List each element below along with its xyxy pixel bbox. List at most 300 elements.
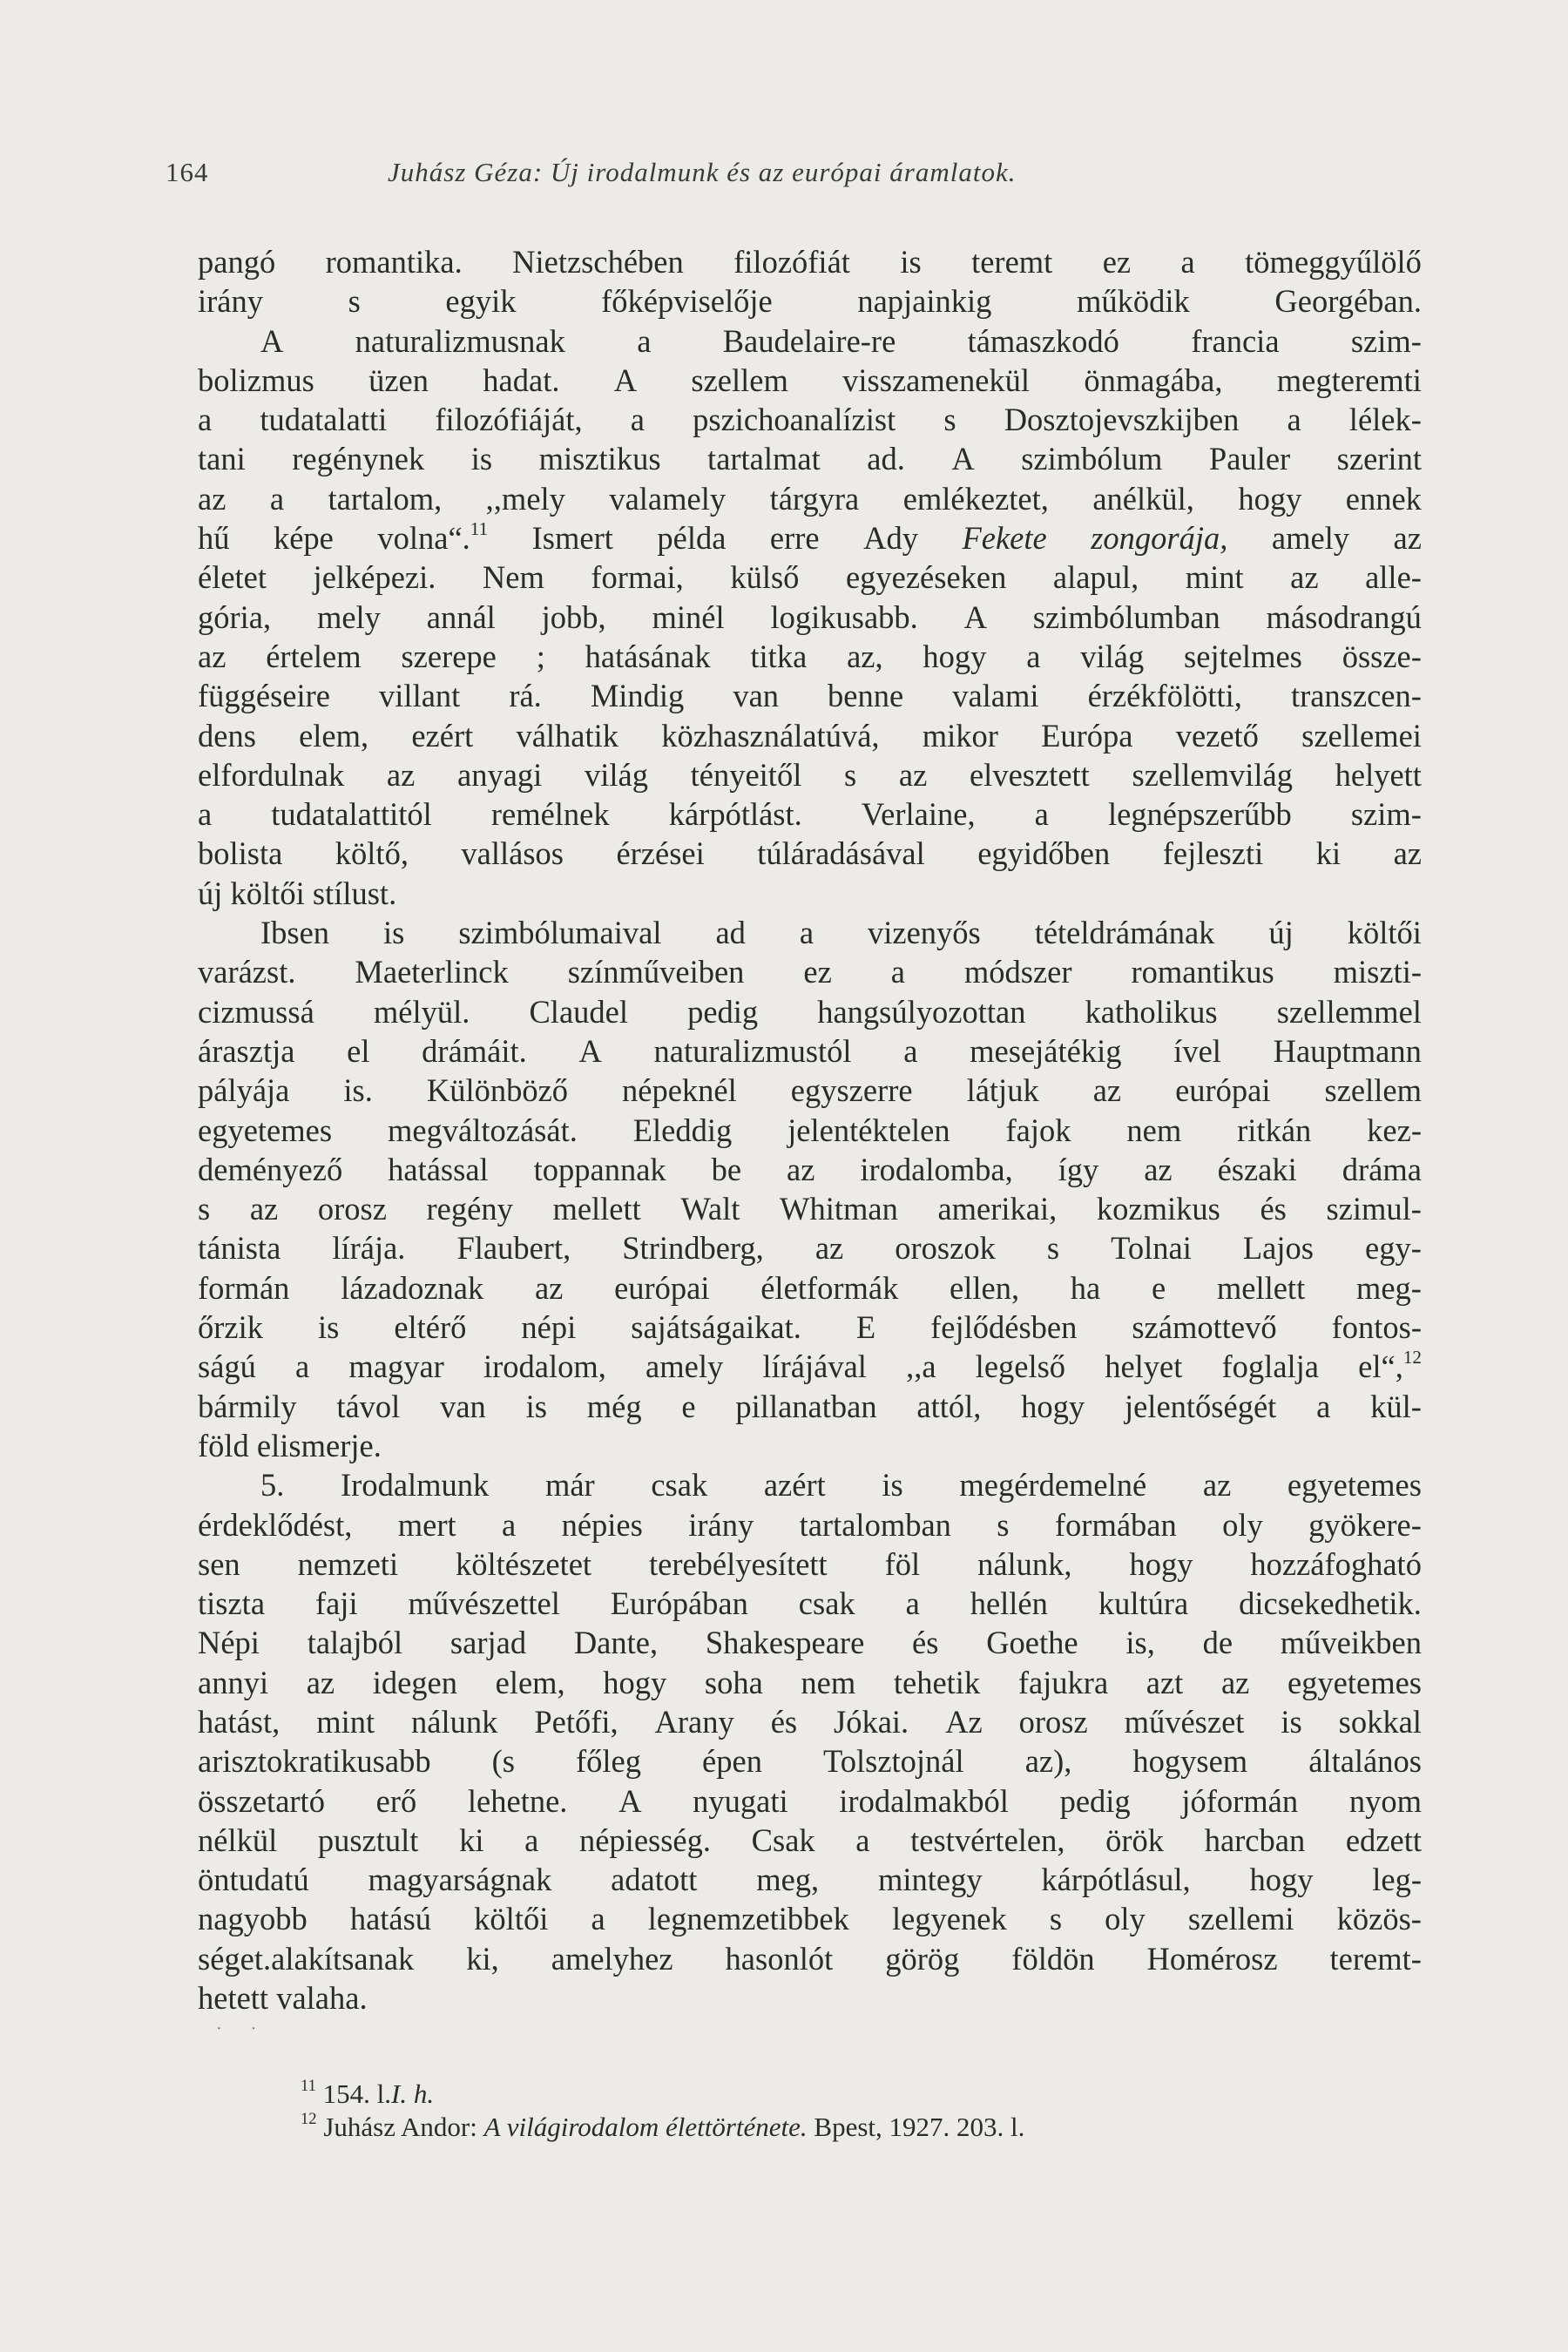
word: az: [1393, 520, 1422, 557]
word: e: [681, 1388, 696, 1424]
word: annál: [426, 598, 496, 635]
text-line: [198, 1781, 1422, 1821]
word: túláradásával: [757, 835, 925, 872]
word: oroszok: [895, 1230, 996, 1267]
word: mikor: [922, 717, 998, 754]
word: Az: [945, 1703, 983, 1740]
word: is: [383, 915, 405, 951]
word: távol: [336, 1388, 401, 1424]
word: az: [534, 1269, 564, 1306]
word: Whitman: [780, 1191, 898, 1227]
word: már: [544, 1467, 595, 1504]
word: ad.: [867, 441, 905, 477]
word: terebélyesített: [648, 1545, 828, 1582]
text-line: [198, 1663, 1422, 1702]
word: hangsúlyozottan: [817, 993, 1026, 1030]
word: ad: [715, 915, 746, 951]
word: szim-: [1350, 322, 1422, 359]
word: össze-: [1342, 638, 1422, 674]
word: logikusabb.: [770, 598, 918, 635]
word: mellett: [552, 1191, 641, 1227]
word: árasztja: [198, 1032, 295, 1069]
word: hogy: [1129, 1545, 1193, 1582]
word: elfordulnak: [198, 756, 345, 793]
word: anélkül,: [1092, 480, 1194, 517]
word: hadat.: [483, 362, 560, 398]
word: dicsekedhetik.: [1239, 1585, 1422, 1622]
word: költői: [230, 875, 305, 911]
word: sarjad: [449, 1625, 527, 1661]
word: A: [951, 441, 975, 477]
word: nagyobb: [198, 1901, 308, 1937]
word: hatásának: [585, 638, 711, 674]
word: a: [1034, 796, 1049, 833]
text-line: [198, 794, 1422, 834]
word: érzései: [616, 835, 705, 872]
footnote-italic: I. h.: [391, 2078, 435, 2109]
word: s: [1046, 1230, 1060, 1267]
word: a: [1316, 1388, 1331, 1424]
word: ennek: [1345, 480, 1422, 517]
word: filozófiát: [733, 244, 850, 280]
word: Európa: [1041, 717, 1133, 754]
word: formai,: [591, 559, 684, 596]
word: 5.: [260, 1467, 285, 1504]
word: elvesztett: [969, 756, 1090, 793]
word: tárgyra: [769, 480, 860, 517]
word: titka: [750, 638, 808, 674]
word: erre: [769, 520, 820, 557]
word: minél: [652, 598, 725, 635]
word: megteremti: [1276, 362, 1422, 398]
word: nálunk: [411, 1703, 498, 1740]
text-line: [198, 1189, 1422, 1228]
text-line: [198, 676, 1422, 715]
word: leg-: [1372, 1862, 1422, 1898]
text-line: [198, 637, 1422, 676]
word: szellem: [1324, 1072, 1422, 1109]
word: oly: [1105, 1901, 1146, 1937]
word: európai: [1175, 1072, 1271, 1109]
footnote-italic: A világirodalom élettörténete.: [483, 2112, 808, 2142]
word: pusztult: [317, 1821, 419, 1858]
word: napjainkig: [857, 283, 992, 320]
text-line: [198, 1702, 1422, 1741]
text-line: [198, 992, 1422, 1031]
text-line: [198, 874, 1422, 913]
text-line: [198, 1860, 1422, 1899]
word: hogy: [923, 638, 987, 674]
footnote: $^{12}$ Juhász Andor: A világirodalom élettörténete. Bpest, 1927. 203. l.: [301, 2109, 1025, 2142]
word: mint: [316, 1703, 375, 1740]
word: jelentőségét: [1124, 1388, 1277, 1424]
word: magyar: [348, 1348, 444, 1385]
word: hellén: [970, 1585, 1048, 1622]
word: Ismert: [531, 520, 613, 557]
word: másodrangú: [1266, 598, 1422, 635]
word: színműveiben: [567, 954, 745, 990]
word: szimbólum: [1021, 441, 1163, 477]
word: az: [198, 480, 226, 517]
word: mint: [1185, 559, 1244, 596]
word: irodalomba,: [860, 1151, 1013, 1187]
word: vallásos: [461, 835, 564, 872]
word: filozófiáját,: [435, 402, 583, 438]
word: pszichoanalízist: [693, 402, 896, 438]
word: s: [348, 283, 361, 320]
word: a: [1026, 638, 1041, 674]
word: jelentéktelen: [787, 1112, 950, 1148]
word: attól,: [916, 1388, 982, 1424]
word: elismerje.: [256, 1427, 382, 1463]
word: ez: [1102, 244, 1132, 280]
word: A: [613, 362, 638, 398]
word: Flaubert,: [456, 1230, 571, 1267]
word: testvértelen,: [910, 1821, 1065, 1858]
word: gória,: [198, 598, 272, 635]
word: tani: [198, 441, 246, 477]
word: tudatalattitól: [271, 796, 432, 833]
word: szim-: [1350, 796, 1422, 833]
word: hogysem: [1132, 1743, 1248, 1780]
word: hatást,: [198, 1703, 280, 1740]
word: alle-: [1365, 559, 1422, 596]
word: Maeterlinck: [355, 954, 509, 990]
word: az: [386, 756, 416, 793]
text-line: [198, 1465, 1422, 1504]
word: deményező: [198, 1151, 343, 1187]
word: az: [1144, 1151, 1173, 1187]
word: foglalja: [1221, 1348, 1320, 1385]
word: ha: [1070, 1269, 1101, 1306]
text-line: [198, 1150, 1422, 1189]
word: pályája: [198, 1072, 290, 1109]
word: az: [1202, 1467, 1232, 1504]
word: teremt: [971, 244, 1053, 280]
word: egyetemes: [1287, 1467, 1422, 1504]
word: bolizmus: [198, 362, 314, 398]
word: népeknél: [622, 1072, 737, 1109]
word: látjuk: [966, 1072, 1039, 1109]
word: amelyhez: [551, 1940, 673, 1977]
word: benne: [828, 678, 904, 714]
word: ki: [1315, 835, 1342, 872]
word: kozmikus: [1096, 1191, 1220, 1227]
word: azért: [763, 1467, 826, 1504]
word: az: [814, 1230, 844, 1267]
word: idegen: [372, 1664, 458, 1700]
word: még: [586, 1388, 642, 1424]
text-line: [198, 1387, 1422, 1426]
word: szellemi: [1187, 1901, 1294, 1937]
text-line: [198, 598, 1422, 637]
word: legelső: [975, 1348, 1066, 1385]
word: Walt: [680, 1191, 740, 1227]
word: költő,: [335, 835, 409, 872]
word: hogy: [1021, 1388, 1085, 1424]
word: eltérő: [394, 1309, 467, 1346]
word: nálunk,: [977, 1545, 1072, 1582]
word: Georgéban.: [1274, 283, 1422, 320]
word: Nietzschében: [512, 244, 684, 280]
word: népi: [521, 1309, 577, 1346]
word: fajukra: [1017, 1664, 1109, 1700]
word: főképviselője: [601, 283, 773, 320]
word: az: [306, 1664, 335, 1700]
word: séget.alakítsanak: [198, 1940, 415, 1977]
word: Európában: [610, 1585, 748, 1622]
word: Goethe: [986, 1625, 1078, 1661]
word: remélnek: [490, 796, 610, 833]
word: bolista: [198, 835, 283, 872]
word: az: [1290, 559, 1319, 596]
word: a: [630, 402, 645, 438]
word: működik: [1077, 283, 1190, 320]
word: orosz: [317, 1191, 387, 1227]
word: amely: [1271, 520, 1350, 557]
word: az: [787, 1151, 815, 1187]
text-line: [198, 1347, 1422, 1386]
word: annyi: [198, 1664, 269, 1700]
word: érdeklődést,: [198, 1506, 353, 1543]
word: a: [855, 1821, 870, 1858]
scan-specks: · ·: [216, 2019, 269, 2038]
word: ;: [536, 638, 545, 674]
footnote-mark: 11: [301, 2076, 316, 2095]
word: pedig: [1059, 1782, 1131, 1819]
text-line: [198, 361, 1422, 400]
word: legyenek: [891, 1901, 1007, 1937]
word: fontos-: [1331, 1309, 1422, 1346]
word: naturalizmusnak: [355, 322, 565, 359]
word: szellemmel: [1276, 993, 1422, 1030]
word: faji: [314, 1585, 358, 1622]
word: föld: [198, 1427, 249, 1463]
text-line: [198, 439, 1422, 478]
word: lázadoznak: [341, 1269, 484, 1306]
word: alapul,: [1052, 559, 1139, 596]
word: önmagába,: [1084, 362, 1223, 398]
word: harcban: [1204, 1821, 1306, 1858]
word: romantikus: [1131, 954, 1274, 990]
word: valamely: [609, 480, 727, 517]
word: összetartó: [198, 1782, 325, 1819]
word: világ: [1080, 638, 1145, 674]
word: hasonlót: [725, 1940, 834, 1977]
word: Lajos: [1242, 1230, 1314, 1267]
word: volna“.$^{11}$: [377, 517, 489, 557]
word: drámáit.: [422, 1032, 527, 1069]
word: a: [1287, 402, 1301, 438]
word: Pauler: [1208, 441, 1291, 477]
word: kül-: [1370, 1388, 1422, 1424]
word: toppannak: [533, 1151, 666, 1187]
word: üzen: [368, 362, 429, 398]
word: Homérosz: [1146, 1940, 1278, 1977]
word: Különböző: [426, 1072, 569, 1109]
word: Shakespeare: [705, 1625, 865, 1661]
text-line: [198, 1111, 1422, 1150]
word: cizmussá: [198, 993, 314, 1030]
word: s: [844, 756, 857, 793]
word: egy-: [1365, 1230, 1422, 1267]
word: A: [260, 322, 284, 359]
word: földön: [1011, 1940, 1095, 1977]
word: A: [578, 1032, 602, 1069]
word: s: [1049, 1901, 1063, 1937]
word: a: [269, 480, 285, 517]
word: oly: [1222, 1506, 1263, 1543]
word: adatott: [611, 1862, 698, 1898]
word: stílust.: [312, 875, 397, 911]
text-line: [198, 1821, 1422, 1860]
word: Népi: [198, 1625, 260, 1661]
word: mélyül.: [373, 993, 470, 1030]
word: hatással: [388, 1151, 489, 1187]
footnotes: [301, 2078, 1433, 2144]
word: értelem: [266, 638, 362, 674]
word: is,: [1125, 1625, 1155, 1661]
word: Dosztojevszkijben: [1004, 402, 1240, 438]
word: Ibsen: [260, 915, 330, 951]
word: tartalom,: [328, 480, 443, 517]
word: pedig: [687, 993, 759, 1030]
word: nélkül: [198, 1821, 278, 1858]
word: Strindberg,: [622, 1230, 764, 1267]
word: lehetne.: [467, 1782, 568, 1819]
word: az),: [1024, 1743, 1072, 1780]
word: pillanatban: [735, 1388, 877, 1424]
word: irodalmakból: [839, 1782, 1009, 1819]
word: fejlődésben: [930, 1309, 1078, 1346]
word: költői: [1347, 915, 1422, 951]
word: fejleszti: [1162, 835, 1264, 872]
word: az: [1220, 1664, 1250, 1700]
word: misztikus: [538, 441, 661, 477]
word: kez-: [1367, 1112, 1422, 1148]
word: szimbólumaival: [458, 915, 662, 951]
word: a: [637, 322, 652, 359]
word: vizenyős: [868, 915, 981, 951]
word: főleg: [576, 1743, 642, 1780]
word: művészettel: [408, 1585, 560, 1622]
word: Verlaine,: [861, 796, 976, 833]
word: mintegy: [877, 1862, 983, 1898]
word: az: [249, 1191, 279, 1227]
word: lírája.: [332, 1230, 406, 1267]
word: csak: [798, 1585, 855, 1622]
text-line: [198, 834, 1422, 873]
word: szellemei: [1301, 717, 1422, 754]
word: e: [1151, 1269, 1166, 1306]
word: ellen,: [950, 1269, 1020, 1306]
word: ezért: [411, 717, 474, 754]
word: új: [1268, 915, 1294, 951]
word: megérdemelné: [959, 1467, 1147, 1504]
footnote-ref: 11: [470, 517, 489, 539]
word: Nem: [482, 559, 544, 596]
word: tartalmat: [707, 441, 821, 477]
text-line: [198, 1031, 1422, 1071]
word: a: [198, 402, 213, 438]
word: költészetet: [456, 1545, 592, 1582]
word: külső: [730, 559, 800, 596]
word: Arany: [654, 1703, 734, 1740]
word: egyszerre: [790, 1072, 913, 1109]
word: sen: [198, 1545, 240, 1582]
word: ritkán: [1237, 1112, 1312, 1148]
text-line: [198, 518, 1422, 558]
word: az: [1393, 835, 1422, 872]
word: legnemzetibbek: [647, 1901, 849, 1937]
word: csak: [651, 1467, 708, 1504]
word: szerepe: [401, 638, 497, 674]
word: dens: [198, 717, 256, 754]
word: szellem: [691, 362, 788, 398]
word: miszti-: [1333, 954, 1422, 990]
footnote-ref: 12: [1402, 1346, 1422, 1368]
word: s: [943, 402, 956, 438]
word: el“,$^{12}$: [1358, 1346, 1422, 1385]
word: általános: [1308, 1743, 1422, 1780]
word: regény: [426, 1191, 513, 1227]
word: s: [997, 1506, 1010, 1543]
word: költői: [474, 1901, 549, 1937]
word: Baudelaire-re: [722, 322, 896, 359]
word: mellett: [1216, 1269, 1306, 1306]
word: Fekete: [962, 520, 1047, 557]
word: tiszta: [198, 1585, 266, 1622]
word: az: [1092, 1072, 1122, 1109]
word: népies: [561, 1506, 643, 1543]
word: szimbólumban: [1032, 598, 1220, 635]
word: francia: [1191, 322, 1280, 359]
text-line: [198, 1544, 1422, 1584]
footnote: $^{11}$ 154. l.I. h.: [301, 2076, 435, 2109]
word: ságú: [198, 1348, 256, 1385]
word: nyugati: [693, 1782, 788, 1819]
body-text: [198, 242, 1422, 2017]
word: műveikben: [1280, 1625, 1422, 1661]
word: meg-: [1355, 1269, 1422, 1306]
word: nemzeti: [297, 1545, 399, 1582]
text-line: [198, 321, 1422, 361]
word: nem: [1126, 1112, 1182, 1148]
word: életet: [198, 559, 267, 596]
word: egyik: [445, 283, 517, 320]
word: talajból: [307, 1625, 403, 1661]
word: őrzik: [198, 1309, 263, 1346]
word: hozzáfogható: [1250, 1545, 1422, 1582]
text-line: [198, 1899, 1422, 1938]
word: az: [198, 638, 226, 674]
word: Ady: [863, 520, 918, 557]
text-line: [198, 1978, 1422, 2017]
word: hogy: [1249, 1862, 1314, 1898]
word: irodalom,: [483, 1348, 606, 1385]
word: teremt-: [1329, 1940, 1422, 1977]
word: Irodalmunk: [341, 1467, 490, 1504]
word: hogy: [603, 1664, 667, 1700]
word: és: [770, 1703, 798, 1740]
footnote-mark: 12: [301, 2109, 317, 2128]
word: a: [502, 1506, 517, 1543]
word: is: [882, 1467, 903, 1504]
word: fajok: [1005, 1112, 1071, 1148]
word: helyet: [1105, 1348, 1183, 1385]
word: képe: [273, 520, 334, 557]
word: így: [1058, 1151, 1099, 1187]
